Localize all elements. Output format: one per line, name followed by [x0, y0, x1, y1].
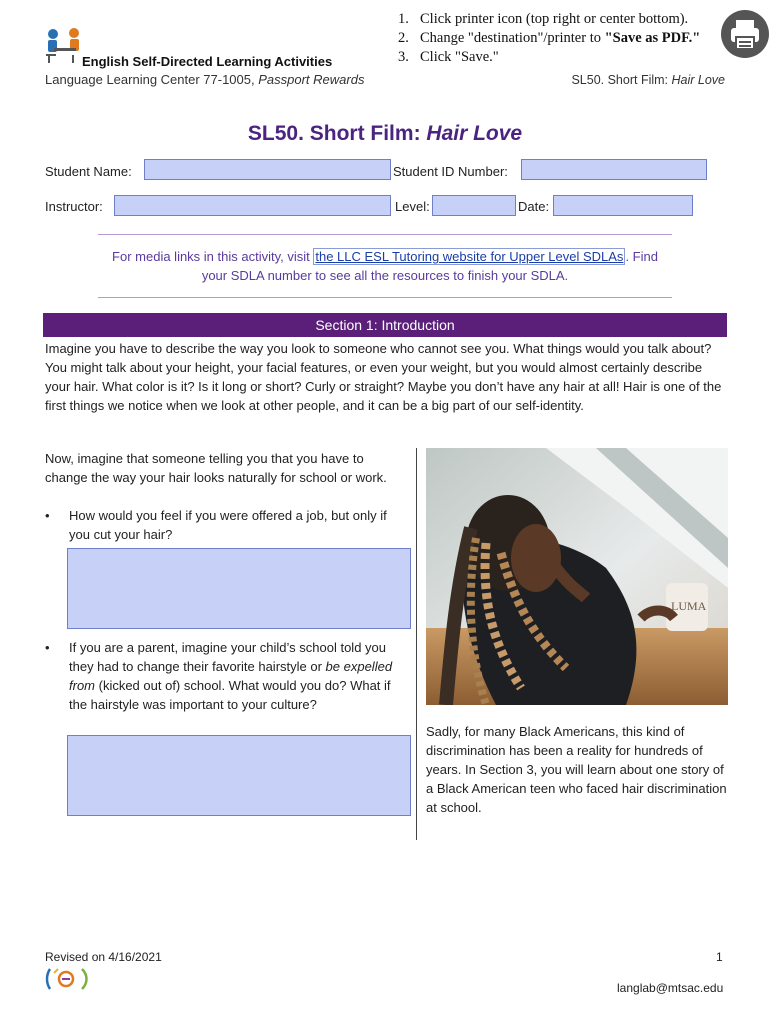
level-label: Level:: [395, 199, 430, 214]
list-item: • How would you feel if you were offered a job, but only if you cut your hair?: [45, 508, 387, 542]
section1-right-text: Sadly, for many Black Americans, this kind of discrimination has been a reality for hundreds of years. In Section 3, you will learn about one story of a Black American teen who faced hair discrimination at school.: [426, 724, 727, 815]
footer-logo: [44, 963, 100, 995]
answer-box-1[interactable]: [67, 548, 411, 629]
instruction-item: 1. Click printer icon (top right or center bottom).: [398, 11, 689, 27]
answer-box-2[interactable]: [67, 735, 411, 816]
divider: [98, 234, 672, 235]
revised-date: Revised on 4/16/2021: [45, 950, 162, 964]
instruction-item: 2. Change "destination"/printer to "Save as PDF.": [398, 30, 701, 46]
instructor-label: Instructor:: [45, 199, 103, 214]
page-title: SL50. Short Film: Hair Love: [247, 122, 523, 145]
printer-button[interactable]: [721, 10, 769, 58]
mug-text: LUMA: [671, 599, 707, 613]
date-label: Date:: [518, 199, 550, 214]
section1-intro: Imagine you have to describe the way you look to someone who cannot see you. What things would you talk about? You might talk about your height, your facial features, or even your weight, but you would almost certainly describe your hair. What color is it? Is it long or short? Curly or straight? Maybe you don’t have any hair at all! Hair is one of the first things we notice when we look at other people, and it can be a big part of our self-identity.: [45, 341, 722, 413]
instructor-field[interactable]: [114, 195, 391, 216]
printer-icon: [721, 10, 769, 58]
student-id-field[interactable]: [521, 159, 707, 180]
student-name-field[interactable]: [144, 159, 391, 180]
list-item: • If you are a parent, imagine your child’s school told you they had to change their favorite hairstyle or be expelled from (kicked out of) school. What would you do? What if the hairstyle was important to your culture?: [45, 640, 393, 712]
question-list-1: [45, 506, 407, 544]
level-field[interactable]: [432, 195, 516, 216]
print-instructions: [398, 10, 700, 67]
contact-email[interactable]: langlab@mtsac.edu: [617, 981, 724, 995]
llc-logo: [44, 28, 84, 64]
sdla-link[interactable]: the LLC ESL Tutoring website for Upper Level SDLAs: [315, 249, 624, 264]
media-note: For media links in this activity, visit the LLC ESL Tutoring website for Upper Level SDLAs . Find your SDLA number to see all the resources to finish your SDLA.: [112, 249, 658, 283]
page-number: 1: [716, 950, 723, 964]
program-subtitle: Language Learning Center 77-1005, Passport Rewards: [45, 72, 365, 87]
student-name-label: Student Name:: [45, 164, 132, 179]
divider: [98, 297, 672, 298]
section1-lead: Now, imagine that someone telling you that you have to change the way your hair looks naturally for school or work.: [45, 451, 387, 485]
column-divider: [416, 448, 417, 840]
header-doc-title: SL50. Short Film: Hair Love: [571, 73, 725, 87]
question-list-2: [45, 638, 410, 714]
woman-with-braids-photo: [426, 448, 728, 705]
program-title: English Self-Directed Learning Activities: [82, 54, 333, 69]
section1-heading: Section 1: Introduction: [43, 313, 727, 337]
student-id-label: Student ID Number:: [393, 164, 508, 179]
instruction-item: 3. Click "Save.": [398, 49, 499, 65]
date-field[interactable]: [553, 195, 693, 216]
